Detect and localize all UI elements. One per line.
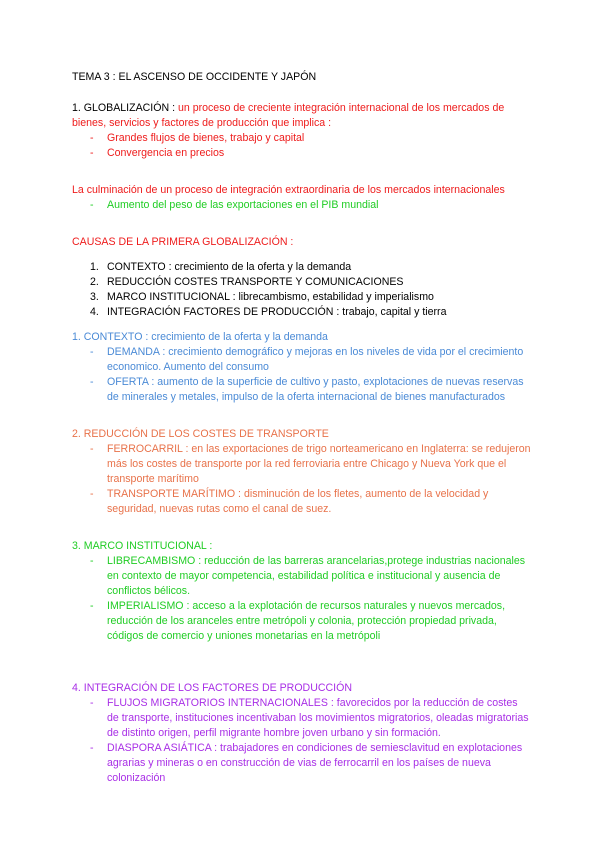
list-item: - DIASPORA ASIÁTICA : trabajadores en condiciones de semiesclavitud en explotaciones agrarias y mineras o en construcción de vias de ferrocarril en los países de nueva colonización bbox=[90, 742, 523, 784]
numbered-item: 1. CONTEXTO : crecimiento de la oferta y la demanda bbox=[90, 261, 352, 273]
list-item: - FERROCARRIL : en las exportaciones de trigo norteamericano en Inglaterra: se redujeron más los costes de transporte por la red ferroviaria entre Chicago y Nueva York que el transporte marítimo bbox=[90, 443, 531, 485]
page-title: TEMA 3 : EL ASCENSO DE OCCIDENTE Y JAPÓN bbox=[72, 71, 317, 83]
globalizacion-text: un proceso de creciente integración internacional de los mercados de bienes, servicios y factores de producción que implica : bbox=[72, 102, 505, 129]
marco-heading: 3. MARCO INSTITUCIONAL : bbox=[72, 540, 213, 552]
globalizacion-label: 1. GLOBALIZACIÓN : bbox=[72, 102, 176, 114]
culminacion-text: La culminación de un proceso de integración extraordinaria de los mercados internacionales bbox=[72, 184, 505, 196]
bullet-dash: - bbox=[90, 600, 94, 612]
integracion-heading: 4. INTEGRACIÓN DE LOS FACTORES DE PRODUCCIÓN bbox=[72, 682, 352, 694]
bullet-dash: - bbox=[90, 488, 94, 500]
bullet-dash: - bbox=[90, 742, 94, 754]
bullet-dash: - bbox=[90, 376, 94, 388]
numbered-item: 3. MARCO INSTITUCIONAL : librecambismo, estabilidad y imperialismo bbox=[90, 291, 434, 303]
list-item: - LIBRECAMBISMO : reducción de las barreras arancelarias,protege industrias nacionales en contexto de mayor competencia, estabilidad política e institucional y ausencia de conflictos bélicos. bbox=[90, 555, 526, 597]
globalizacion-definition bbox=[72, 101, 532, 131]
causas-list bbox=[72, 260, 532, 320]
list-item: - Convergencia en precios bbox=[90, 147, 225, 159]
causas-heading: CAUSAS DE LA PRIMERA GLOBALIZACIÓN : bbox=[72, 236, 294, 248]
bullet-dash: - bbox=[90, 199, 94, 211]
list-item: - IMPERIALISMO : acceso a la explotación de recursos naturales y nuevos mercados, reducción de los aranceles entre metrópoli y colonia, protección propiedad privada, códigos de comercio y uniones monetarias en la metrópoli bbox=[90, 600, 506, 642]
list-item: - TRANSPORTE MARÍTIMO : disminución de los fletes, aumento de la velocidad y seguridad, nuevas rutas como el canal de suez. bbox=[90, 488, 489, 515]
document-page bbox=[72, 70, 532, 786]
list-item: - Grandes flujos de bienes, trabajo y capital bbox=[90, 132, 305, 144]
bullet-dash: - bbox=[90, 555, 94, 567]
numbered-item: 2. REDUCCIÓN COSTES TRANSPORTE Y COMUNICACIONES bbox=[90, 276, 404, 288]
list-item: - Aumento del peso de las exportaciones en el PIB mundial bbox=[90, 199, 379, 211]
list-item: - OFERTA : aumento de la superficie de cultivo y pasto, explotaciones de nuevas reservas de minerales y metales, impulso de la oferta internacional de bienes manufacturados bbox=[90, 376, 524, 403]
contexto-heading: 1. CONTEXTO : crecimiento de la oferta y la demanda bbox=[72, 331, 328, 343]
list-item: - DEMANDA : crecimiento demográfico y mejoras en los niveles de vida por el crecimiento economico. Aumento del consumo bbox=[90, 346, 524, 373]
bullet-dash: - bbox=[90, 132, 94, 144]
list-item: - FLUJOS MIGRATORIOS INTERNACIONALES : favorecidos por la reducción de costes de transporte, instituciones incentivaban los movimientos migratorios, oleadas migratorias de distinto origen, perfil migrante hombre joven urbano y sin formación. bbox=[90, 697, 529, 739]
numbered-item: 4. INTEGRACIÓN FACTORES DE PRODUCCIÓN : trabajo, capital y tierra bbox=[90, 306, 447, 318]
bullet-dash: - bbox=[90, 697, 94, 709]
bullet-dash: - bbox=[90, 346, 94, 358]
reduccion-heading: 2. REDUCCIÓN DE LOS COSTES DE TRANSPORTE bbox=[72, 428, 329, 440]
bullet-dash: - bbox=[90, 147, 94, 159]
bullet-dash: - bbox=[90, 443, 94, 455]
